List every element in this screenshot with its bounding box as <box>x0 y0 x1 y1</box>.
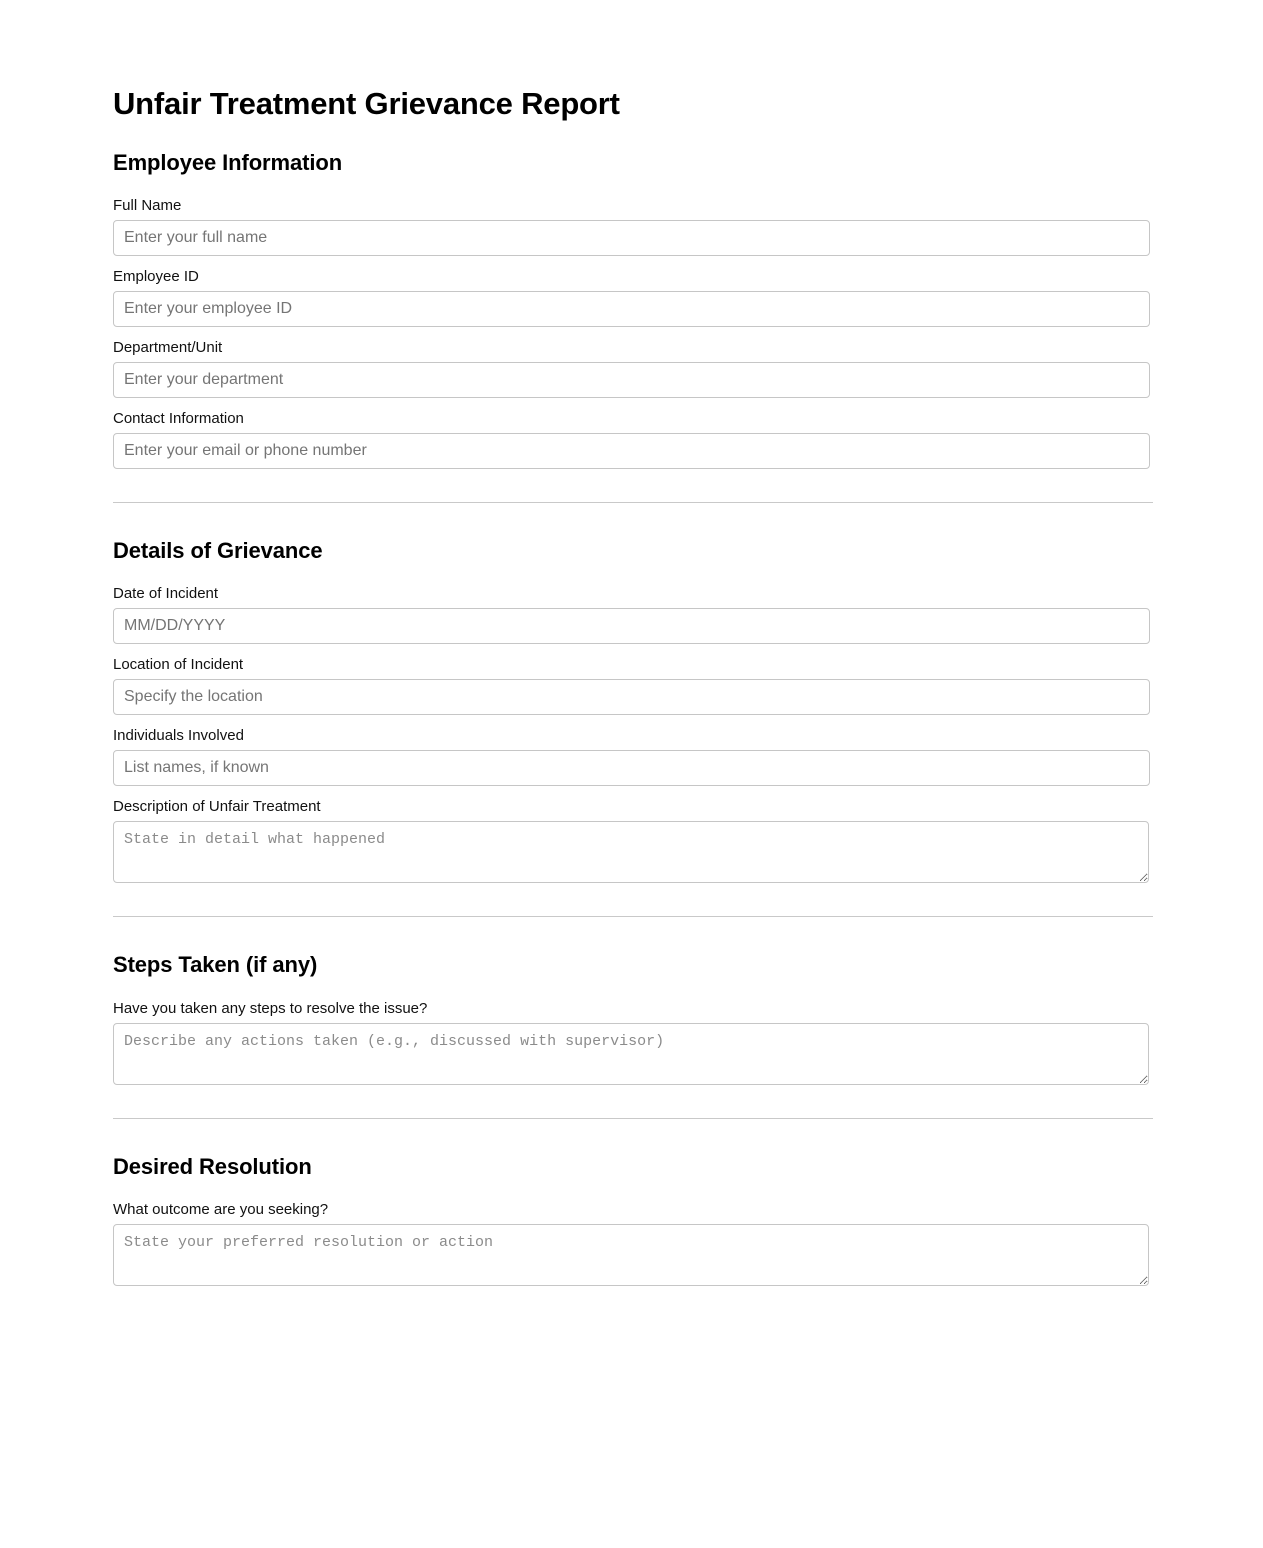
input-location-of-incident[interactable] <box>113 679 1150 715</box>
section-divider-2 <box>113 916 1153 917</box>
field-location-of-incident <box>113 655 1150 715</box>
section-heading-desired-resolution: Desired Resolution <box>113 1153 312 1179</box>
label-employee-id: Employee ID <box>113 268 199 286</box>
field-individuals-involved <box>113 726 1150 786</box>
field-contact-information <box>113 409 1150 469</box>
section-heading-steps-taken: Steps Taken (if any) <box>113 952 318 978</box>
section-employee-information <box>113 150 1150 469</box>
field-full-name <box>113 196 1150 256</box>
field-employee-id <box>113 267 1150 327</box>
field-desired-resolution <box>113 1200 1150 1286</box>
field-date-of-incident <box>113 584 1150 644</box>
label-steps-taken: Have you taken any steps to resolve the issue? <box>113 999 428 1017</box>
label-location-of-incident: Location of Incident <box>113 656 244 674</box>
field-department-unit <box>113 338 1150 398</box>
label-individuals-involved: Individuals Involved <box>113 727 244 745</box>
input-individuals-involved[interactable] <box>113 750 1150 786</box>
input-department-unit[interactable] <box>113 362 1150 398</box>
field-description-of-unfair-treatment <box>113 797 1150 883</box>
section-details-of-grievance <box>113 538 1150 883</box>
section-heading-details-of-grievance: Details of Grievance <box>113 538 323 564</box>
label-desired-resolution: What outcome are you seeking? <box>113 1201 329 1219</box>
section-divider-1 <box>113 502 1153 503</box>
input-contact-information[interactable] <box>113 433 1150 469</box>
label-description-of-unfair-treatment: Description of Unfair Treatment <box>113 798 321 816</box>
input-full-name[interactable] <box>113 220 1150 256</box>
page-title: Unfair Treatment Grievance Report <box>113 86 620 121</box>
field-steps-taken <box>113 999 1150 1085</box>
label-department-unit: Department/Unit <box>113 339 223 357</box>
label-full-name: Full Name <box>113 197 182 215</box>
textarea-description-of-unfair-treatment[interactable] <box>113 821 1149 883</box>
textarea-steps-taken[interactable] <box>113 1023 1149 1085</box>
label-contact-information: Contact Information <box>113 410 244 428</box>
label-date-of-incident: Date of Incident <box>113 585 219 603</box>
section-heading-employee-information: Employee Information <box>113 149 343 175</box>
input-date-of-incident[interactable] <box>113 608 1150 644</box>
section-desired-resolution <box>113 1154 1150 1286</box>
textarea-desired-resolution[interactable] <box>113 1224 1149 1286</box>
section-steps-taken <box>113 952 1150 1084</box>
input-employee-id[interactable] <box>113 291 1150 327</box>
section-divider-3 <box>113 1118 1153 1119</box>
